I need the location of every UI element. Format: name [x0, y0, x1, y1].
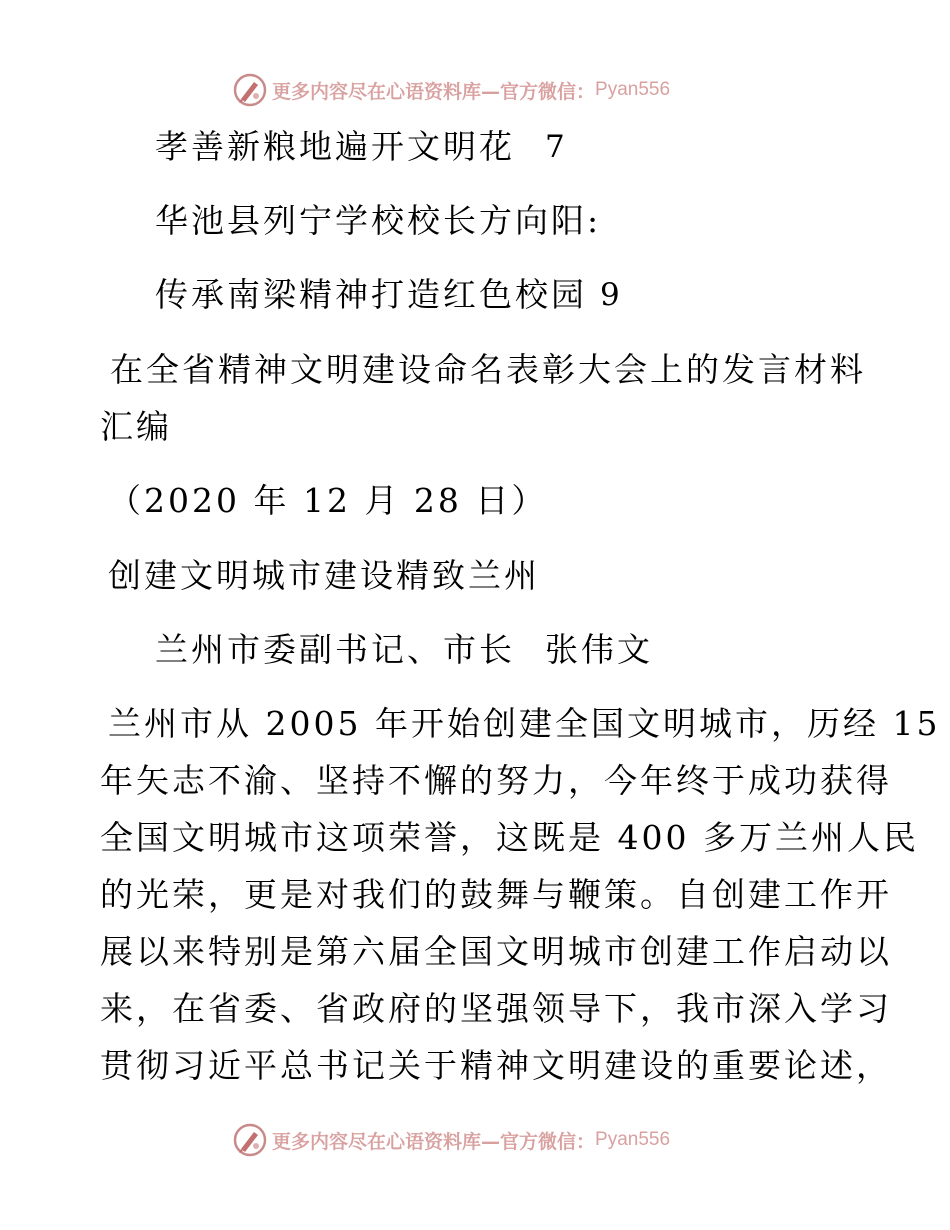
watermark-text: 更多内容尽在心语资料库—官方微信： — [272, 80, 596, 103]
body-line: 兰州市从 2005 年开始创建全国文明城市，历经 15 — [108, 704, 941, 743]
document-title: 在全省精神文明建设命名表彰大会上的发言材料 — [110, 350, 866, 389]
watermark-wechat-id: Pyan556 — [595, 79, 671, 100]
toc-entry-title: 传承南梁精神打造红色校园 — [155, 275, 587, 314]
body-line: 年矢志不渝、坚持不懈的努力，今年终于成功获得 — [100, 761, 892, 800]
body-line: 来，在省委、省政府的坚强领导下，我市深入学习 — [100, 989, 892, 1028]
author-name: 张伟文 — [545, 630, 653, 669]
pen-logo-icon — [232, 1122, 268, 1158]
pen-logo-icon — [232, 72, 268, 108]
watermark-footer — [232, 1120, 670, 1160]
section-title: 创建文明城市建设精致兰州 — [108, 556, 540, 595]
body-line: 的光荣，更是对我们的鼓舞与鞭策。自创建工作开 — [100, 875, 892, 914]
document-date: （2020 年 12 月 28 日） — [108, 481, 548, 520]
watermark-wechat-id: Pyan556 — [595, 1129, 671, 1150]
toc-entry-title: 孝善新粮地遍开文明花 — [155, 127, 515, 166]
body-line: 贯彻习近平总书记关于精神文明建设的重要论述， — [100, 1046, 892, 1085]
toc-entry-title: 华池县列宁学校校长方向阳: — [155, 201, 602, 240]
author-role: 兰州市委副书记、市长 — [155, 630, 515, 669]
toc-entry-page: 7 — [545, 129, 565, 165]
body-line: 展以来特别是第六届全国文明城市创建工作启动以 — [100, 932, 892, 971]
body-line: 全国文明城市这项荣誉，这既是 400 多万兰州人民 — [100, 818, 919, 857]
document-title-continued: 汇编 — [100, 407, 172, 446]
toc-entry-page: 9 — [600, 277, 620, 313]
watermark-text: 更多内容尽在心语资料库—官方微信： — [272, 1130, 596, 1153]
watermark-header — [232, 70, 670, 110]
